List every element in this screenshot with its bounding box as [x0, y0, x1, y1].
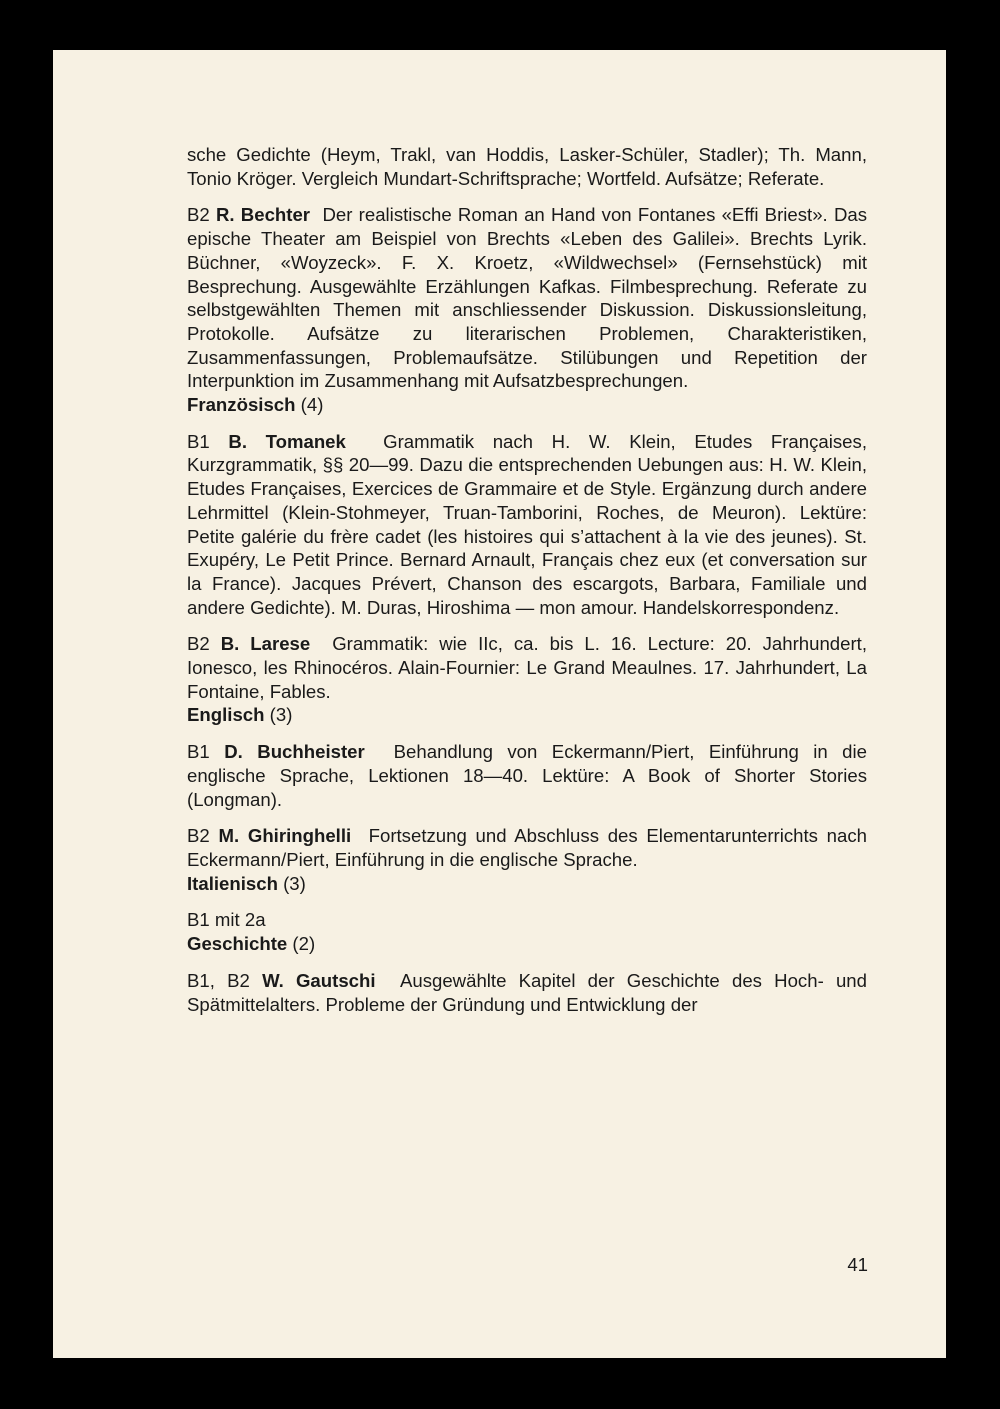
section-title: Geschichte — [187, 933, 288, 955]
entry-text: Der realistische Roman an Hand von Fontanes «Effi Briest». Das epische Theater am Beispiel von Brechts «Leben des Galilei». Brechts Lyrik. Büchner, «Woyzeck». F. X. Kroetz, «Wildwechsel» (Fernsehstück) mit Besprechung. Ausgewählte Erzählungen Kafkas. Filmbesprechung. Referate zu selbstgewählten Themen mit anschliessender Diskussion. Diskussionsleitung, Protokolle. Aufsätze zu literarischen Problemen, Charakteristiken, Zusammenfassungen, Problemaufsätze. Stilübungen und Repetition der Interpunktion im Zusammenhang mit Aufsatzbesprechungen. — [187, 204, 868, 392]
entry-text: Fortsetzung und Abschluss des Elementarunterrichts nach Eckermann/Piert, Einführung in die englische Sprache. — [187, 825, 867, 870]
section-hours: (4) — [300, 394, 324, 416]
section-heading-englisch — [187, 703, 867, 727]
section-heading-franzoesisch — [187, 393, 867, 417]
teacher-name: D. Buchheister — [224, 741, 365, 763]
intro-text: sche Gedichte (Heym, Trakl, van Hoddis, Lasker-Schüler, Stadler); Th. Mann, Tonio Kröger. Vergleich Mundart-Schriftsprache; Wortfeld. Aufsätze; Referate. — [187, 144, 867, 189]
geschichte-b1b2-entry — [187, 969, 867, 1016]
deutsch-b2-entry — [187, 203, 867, 393]
section-hours: (3) — [283, 872, 306, 894]
class-label: B1 — [187, 741, 210, 763]
teacher-name: W. Gautschi — [262, 969, 376, 991]
document-page — [53, 50, 946, 1358]
entry-text: Ausgewählte Kapitel der Geschichte des Hoch- und Spätmittelalters. Probleme der Gründung und Entwicklung der — [187, 969, 867, 1015]
class-label: B2 — [187, 633, 210, 655]
class-label: B1 — [187, 430, 210, 452]
entry-text: Grammatik: wie IIc, ca. bis L. 16. Lecture: 20. Jahrhundert, Ionesco, les Rhinocéros. Alain-Fournier: Le Grand Meaulnes. 17. Jahrhundert, La Fontaine, Fables. — [187, 633, 868, 702]
italienisch-b1-entry — [187, 908, 867, 932]
franzoesisch-b1-entry — [187, 430, 867, 620]
teacher-name: B. Larese — [220, 633, 311, 655]
section-hours: (3) — [269, 704, 293, 726]
class-label: B1, B2 — [187, 969, 250, 991]
page-content — [187, 143, 867, 1016]
class-label: B2 — [187, 204, 210, 226]
englisch-b2-entry — [187, 824, 867, 871]
englisch-b1-entry — [187, 740, 867, 811]
section-title: Englisch — [187, 704, 265, 726]
teacher-name: B. Tomanek — [228, 430, 346, 452]
entry-text: Grammatik nach H. W. Klein, Etudes Françaises, Kurzgrammatik, §§ 20—99. Dazu die entsprechenden Uebungen aus: H. W. Klein, Etudes Françaises, Exercices de Grammaire et de Style. Ergänzung durch andere Lehrmittel (Klein-Stohmeyer, Truan-Tamborini, Roches, de Meuron). Lektüre: Petite galérie du frère cadet (les histoires qui s’attachent à la vie des jeunes). St. Exupéry, Le Petit Prince. Bernard Arnault, Français chez eux (et conversation sur la France). Jacques Prévert, Chanson des escargots, Barbara, Familiale und andere Gedichte). M. Duras, Hiroshima — mon amour. Handelskorrespondenz. — [187, 430, 867, 618]
entry-text: Behandlung von Eckermann/Piert, Einführung in die englische Sprache, Lektionen 18—40. Lektüre: A Book of Shorter Stories (Longman). — [187, 741, 867, 810]
class-label: B2 — [187, 825, 210, 847]
page-number: 41 — [847, 1254, 868, 1275]
section-heading-geschichte — [187, 932, 867, 956]
section-title: Französisch — [187, 394, 296, 416]
franzoesisch-b2-entry — [187, 632, 867, 703]
teacher-name: M. Ghiringhelli — [218, 825, 352, 847]
section-hours: (2) — [292, 933, 316, 955]
section-heading-italienisch — [187, 872, 867, 896]
section-title: Italienisch — [187, 872, 278, 894]
entry-text: B1 mit 2a — [187, 909, 266, 931]
intro-paragraph — [187, 143, 867, 190]
teacher-name: R. Bechter — [215, 204, 311, 226]
